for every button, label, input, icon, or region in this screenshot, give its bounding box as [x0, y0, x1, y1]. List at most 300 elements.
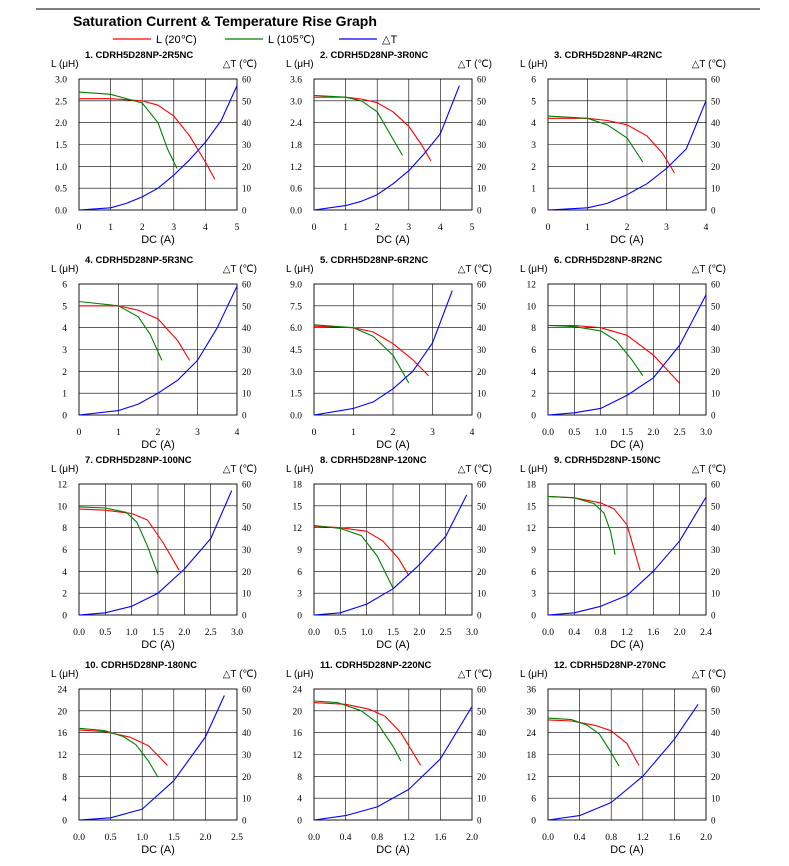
y-tick-label: 10 [57, 502, 67, 513]
y-tick-label: 3 [531, 141, 536, 151]
x-tick-label: 2.5 [204, 628, 217, 638]
y2-tick-label: 50 [242, 96, 251, 107]
x-tick-label: 1.0 [136, 833, 149, 843]
y-tick-label: 15 [292, 502, 302, 513]
x-tick-label: 1.5 [621, 428, 633, 438]
y2-tick-label: 50 [711, 706, 720, 717]
x-tick-label: 2.0 [413, 628, 426, 638]
x-tick-label: 2.0 [647, 428, 660, 438]
x-tick-label: 1.2 [621, 628, 633, 638]
y2-tick-label: 10 [711, 588, 720, 599]
x-tick-label: 2.4 [700, 628, 712, 638]
x-tick-label: 0.5 [99, 628, 112, 638]
series-line-2 [548, 718, 619, 766]
x-tick-label: 2.5 [231, 833, 243, 843]
x-tick-label: 2.5 [673, 428, 686, 438]
y2-tick-label: 50 [711, 501, 720, 512]
x-tick-label: 2 [374, 223, 380, 233]
y-tick-label: 4 [62, 567, 67, 578]
y2-axis-label: △T (℃) [457, 59, 492, 70]
series-line-1 [314, 526, 409, 576]
x-tick-label: 4 [469, 428, 475, 438]
y2-tick-label: 0 [477, 610, 482, 621]
y2-tick-label: 0 [242, 410, 247, 421]
chart-6 [520, 255, 726, 451]
x-tick-label: 1.2 [636, 833, 649, 843]
y2-tick-label: 20 [711, 566, 720, 577]
chart-title: 5. CDRH5D28NP-6R2NC [320, 255, 429, 266]
y-tick-label: 16 [292, 729, 302, 740]
x-axis-label: DC (A) [141, 639, 175, 651]
y2-axis-label: △T (℃) [457, 464, 492, 475]
y-tick-label: 3.6 [290, 75, 302, 86]
chart-title: 10. CDRH5D28NP-180NC [85, 660, 197, 671]
y-axis-label: L (μH) [520, 669, 548, 680]
y2-axis-label: △T (℃) [691, 669, 726, 680]
y2-tick-label: 20 [242, 566, 251, 577]
y2-tick-label: 10 [242, 793, 251, 804]
x-tick-label: 1 [116, 428, 121, 438]
x-tick-label: 4 [703, 223, 709, 233]
y2-axis-label: △T (℃) [457, 669, 492, 680]
y-tick-label: 1.5 [290, 389, 302, 400]
x-tick-label: 0.0 [308, 833, 320, 843]
y2-tick-label: 0 [242, 610, 247, 621]
x-tick-label: 1.6 [668, 833, 681, 843]
x-tick-label: 0 [311, 428, 317, 438]
y-tick-label: 4 [531, 367, 536, 378]
series-line-1 [314, 97, 431, 161]
y-axis-label: L (μH) [520, 264, 548, 275]
y-tick-label: 9.0 [290, 280, 302, 291]
x-tick-label: 2.0 [466, 833, 478, 843]
y-tick-label: 18 [292, 480, 302, 491]
y-tick-label: 6 [62, 546, 67, 556]
chart-2 [286, 50, 492, 246]
y-tick-label: 0 [62, 611, 67, 622]
y2-tick-label: 40 [242, 523, 251, 534]
y-tick-label: 0.0 [55, 206, 67, 217]
y2-tick-label: 40 [477, 523, 486, 534]
y2-tick-label: 60 [242, 74, 251, 85]
y-tick-label: 2.5 [55, 97, 67, 108]
x-axis-label: DC (A) [141, 234, 175, 246]
y2-tick-label: 60 [242, 479, 251, 490]
series-line-2 [79, 302, 162, 361]
y-tick-label: 36 [526, 685, 536, 696]
y2-tick-label: 60 [711, 74, 720, 85]
x-axis-label: DC (A) [610, 844, 644, 856]
y-tick-label: 5 [62, 302, 67, 313]
x-tick-label: 0.5 [104, 833, 117, 843]
y-tick-label: 0.0 [290, 206, 302, 217]
x-tick-label: 2.0 [673, 628, 686, 638]
x-tick-label: 1.2 [402, 833, 415, 843]
x-tick-label: 2.0 [178, 628, 191, 638]
series-line-3 [79, 491, 232, 615]
y2-tick-label: 40 [477, 118, 486, 129]
x-axis-label: DC (A) [610, 439, 644, 451]
y-tick-label: 0 [62, 411, 67, 422]
x-tick-label: 1.0 [360, 628, 373, 638]
y2-tick-label: 20 [242, 161, 251, 172]
y-tick-label: 2.0 [55, 119, 67, 130]
y-tick-label: 2 [62, 367, 67, 378]
y-tick-label: 1.2 [290, 162, 302, 173]
y2-tick-label: 50 [477, 301, 486, 312]
x-tick-label: 1 [343, 223, 348, 233]
y-tick-label: 0 [297, 611, 302, 622]
y2-tick-label: 30 [477, 545, 486, 555]
y2-tick-label: 10 [477, 183, 486, 194]
x-tick-label: 0 [311, 223, 317, 233]
y2-tick-label: 20 [477, 566, 486, 577]
x-tick-label: 5 [469, 223, 475, 233]
y2-tick-label: 50 [711, 96, 720, 107]
y2-tick-label: 40 [242, 728, 251, 739]
series-line-3 [314, 291, 452, 415]
chart-5 [286, 255, 492, 451]
y-tick-label: 5 [531, 97, 536, 108]
y2-tick-label: 0 [242, 815, 247, 826]
y-tick-label: 2 [531, 162, 536, 173]
x-tick-label: 0.0 [542, 628, 554, 638]
series-line-2 [314, 526, 393, 589]
series-line-1 [314, 326, 429, 376]
y-tick-label: 12 [292, 524, 302, 535]
y2-tick-label: 60 [477, 279, 486, 290]
series-line-2 [314, 701, 401, 761]
y-axis-label: L (μH) [51, 464, 79, 475]
y-tick-label: 16 [57, 729, 67, 740]
y2-tick-label: 40 [477, 323, 486, 334]
x-tick-label: 0.8 [594, 628, 607, 638]
y2-tick-label: 40 [711, 728, 720, 739]
y2-tick-label: 60 [242, 684, 251, 695]
x-tick-label: 2 [390, 428, 396, 438]
y2-tick-label: 50 [242, 706, 251, 717]
x-tick-label: 3 [406, 223, 412, 233]
y2-tick-label: 60 [711, 479, 720, 490]
y-tick-label: 12 [57, 480, 67, 491]
y-tick-label: 4 [297, 794, 302, 805]
y2-tick-label: 0 [477, 410, 482, 421]
x-tick-label: 5 [234, 223, 240, 233]
y-tick-label: 6 [531, 346, 536, 356]
y-tick-label: 6 [297, 567, 302, 578]
y2-tick-label: 40 [711, 118, 720, 129]
page-title: Saturation Current & Temperature Rise Graph [73, 13, 377, 29]
x-tick-label: 0.0 [542, 833, 554, 843]
y-tick-label: 2 [62, 589, 67, 600]
series-line-2 [314, 325, 409, 383]
x-axis-label: DC (A) [376, 639, 410, 651]
y2-tick-label: 0 [242, 205, 247, 216]
series-line-3 [314, 707, 472, 821]
y-tick-label: 24 [526, 729, 536, 740]
y2-tick-label: 10 [711, 183, 720, 194]
x-axis-label: DC (A) [610, 234, 644, 246]
x-tick-label: 1.5 [152, 628, 164, 638]
y2-tick-label: 20 [711, 161, 720, 172]
y-tick-label: 12 [526, 524, 536, 535]
chart-title: 11. CDRH5D28NP-220NC [320, 660, 432, 671]
y-tick-label: 4 [62, 324, 67, 335]
y-tick-label: 1 [62, 389, 67, 400]
chart-title: 9. CDRH5D28NP-150NC [554, 455, 661, 466]
chart-9 [520, 455, 726, 651]
x-tick-label: 0.8 [605, 833, 618, 843]
series-line-1 [548, 326, 680, 384]
x-tick-label: 3 [430, 428, 435, 438]
x-tick-label: 1.6 [434, 833, 447, 843]
y-tick-label: 0 [531, 611, 536, 622]
y2-tick-label: 60 [711, 279, 720, 290]
legend [113, 34, 397, 46]
x-tick-label: 2 [139, 223, 145, 233]
y-tick-label: 0 [531, 816, 536, 827]
charts [51, 50, 726, 856]
y2-axis-label: △T (℃) [222, 464, 257, 475]
y-tick-label: 9 [531, 546, 536, 556]
y2-axis-label: △T (℃) [691, 464, 726, 475]
y-tick-label: 1.8 [290, 141, 302, 151]
x-tick-label: 3 [195, 428, 200, 438]
x-tick-label: 0.0 [542, 428, 554, 438]
y2-tick-label: 30 [477, 750, 486, 760]
y-tick-label: 3.0 [290, 97, 302, 108]
chart-title: 7. CDRH5D28NP-100NC [85, 455, 192, 466]
series-line-1 [548, 496, 640, 570]
y2-tick-label: 60 [477, 74, 486, 85]
y-tick-label: 2.4 [290, 119, 302, 130]
y-tick-label: 1.5 [55, 141, 67, 151]
x-tick-label: 2.0 [199, 833, 212, 843]
y-tick-label: 0 [62, 816, 67, 827]
x-tick-label: 0.4 [339, 833, 352, 843]
legend-label-1: L (20℃) [156, 34, 197, 46]
legend-label-3: △T [382, 34, 398, 46]
y-axis-label: L (μH) [286, 669, 314, 680]
chart-title: 3. CDRH5D28NP-4R2NC [554, 50, 663, 61]
y-tick-label: 0.5 [55, 184, 67, 195]
x-tick-label: 1.6 [647, 628, 660, 638]
y2-tick-label: 10 [477, 588, 486, 599]
y2-tick-label: 20 [711, 366, 720, 377]
y-tick-label: 0.6 [290, 184, 302, 195]
series-line-3 [314, 86, 459, 210]
y-tick-label: 24 [292, 685, 302, 696]
chart-11 [286, 660, 492, 856]
y-tick-label: 6 [62, 280, 67, 291]
y-tick-label: 8 [62, 524, 67, 535]
series-line-1 [548, 118, 674, 173]
x-axis-label: DC (A) [141, 844, 175, 856]
y2-tick-label: 50 [242, 501, 251, 512]
y-tick-label: 20 [57, 707, 67, 718]
y2-tick-label: 0 [477, 205, 482, 216]
y2-tick-label: 50 [477, 96, 486, 107]
y2-tick-label: 0 [711, 410, 716, 421]
y2-tick-label: 10 [242, 183, 251, 194]
y-tick-label: 6 [531, 567, 536, 578]
y-axis-label: L (μH) [51, 264, 79, 275]
y-tick-label: 8 [297, 772, 302, 783]
x-axis-label: DC (A) [141, 439, 175, 451]
x-tick-label: 3 [664, 223, 669, 233]
x-tick-label: 0 [76, 223, 82, 233]
y2-tick-label: 10 [477, 793, 486, 804]
x-tick-label: 0.5 [334, 628, 347, 638]
x-tick-label: 0.5 [568, 428, 581, 438]
y-tick-label: 3 [531, 589, 536, 600]
chart-title: 6. CDRH5D28NP-8R2NC [554, 255, 663, 266]
y2-tick-label: 40 [711, 323, 720, 334]
series-line-2 [548, 116, 643, 162]
y2-tick-label: 30 [242, 545, 251, 555]
chart-title: 12. CDRH5D28NP-270NC [554, 660, 666, 671]
y2-axis-label: △T (℃) [222, 669, 257, 680]
y-tick-label: 0 [531, 206, 536, 217]
y-tick-label: 3.0 [55, 75, 67, 86]
y2-axis-label: △T (℃) [222, 59, 257, 70]
series-line-1 [548, 720, 639, 766]
x-tick-label: 4 [234, 428, 240, 438]
x-tick-label: 1 [351, 428, 356, 438]
x-tick-label: 0.0 [73, 628, 85, 638]
y-tick-label: 12 [57, 751, 67, 761]
series-line-3 [79, 696, 224, 821]
series-line-1 [314, 703, 421, 766]
chart-title: 4. CDRH5D28NP-5R3NC [85, 255, 194, 266]
chart-title: 8. CDRH5D28NP-120NC [320, 455, 427, 466]
series-line-3 [548, 704, 698, 820]
y-tick-label: 8 [62, 772, 67, 783]
chart-3 [520, 50, 726, 246]
x-tick-label: 3.0 [231, 628, 243, 638]
series-line-1 [79, 99, 215, 180]
y2-tick-label: 30 [242, 345, 251, 355]
y2-axis-label: △T (℃) [691, 264, 726, 275]
y2-tick-label: 20 [477, 366, 486, 377]
chart-1 [51, 50, 257, 246]
y-axis-label: L (μH) [51, 59, 79, 70]
y-axis-label: L (μH) [51, 669, 79, 680]
x-tick-label: 0 [545, 223, 551, 233]
series-line-2 [79, 92, 177, 168]
y-tick-label: 30 [526, 707, 536, 718]
y2-tick-label: 30 [242, 140, 251, 150]
x-tick-label: 0 [76, 428, 82, 438]
y2-axis-label: △T (℃) [457, 264, 492, 275]
y-tick-label: 18 [526, 480, 536, 491]
y2-tick-label: 30 [711, 545, 720, 555]
y2-tick-label: 50 [477, 706, 486, 717]
y2-tick-label: 10 [242, 588, 251, 599]
series-line-1 [79, 509, 179, 570]
y2-tick-label: 10 [477, 388, 486, 399]
chart-title: 1. CDRH5D28NP-2R5NC [85, 50, 194, 61]
y-tick-label: 4.5 [290, 346, 302, 356]
y-tick-label: 10 [526, 302, 536, 313]
y-tick-label: 1 [531, 184, 536, 195]
y-tick-label: 3 [62, 346, 67, 356]
y-axis-label: L (μH) [286, 59, 314, 70]
x-axis-label: DC (A) [376, 439, 410, 451]
legend-label-2: L (105℃) [268, 34, 315, 46]
x-tick-label: 1.5 [167, 833, 180, 843]
y2-tick-label: 20 [477, 771, 486, 782]
y2-tick-label: 30 [711, 140, 720, 150]
x-tick-label: 0.4 [573, 833, 586, 843]
x-tick-label: 1.0 [594, 428, 607, 438]
series-line-3 [314, 495, 467, 615]
x-tick-label: 3 [171, 223, 177, 233]
x-tick-label: 0.0 [308, 628, 320, 638]
y2-tick-label: 10 [711, 793, 720, 804]
y-tick-label: 24 [57, 685, 67, 696]
chart-title: 2. CDRH5D28NP-3R0NC [320, 50, 429, 61]
y2-tick-label: 20 [711, 771, 720, 782]
y2-axis-label: △T (℃) [222, 264, 257, 275]
y2-tick-label: 0 [711, 610, 716, 621]
y2-tick-label: 10 [242, 388, 251, 399]
y-axis-label: L (μH) [286, 264, 314, 275]
y2-tick-label: 60 [477, 684, 486, 695]
y2-tick-label: 30 [477, 140, 486, 150]
y-tick-label: 6 [531, 794, 536, 805]
x-tick-label: 4 [438, 223, 443, 233]
x-tick-label: 2.0 [700, 833, 712, 843]
y2-tick-label: 30 [711, 345, 720, 355]
x-tick-label: 3.0 [466, 628, 478, 638]
chart-4 [51, 255, 257, 451]
series-line-2 [314, 95, 403, 155]
y-axis-label: L (μH) [520, 464, 548, 475]
y-tick-label: 1.0 [55, 162, 67, 173]
chart-8 [286, 455, 492, 651]
y-tick-label: 15 [526, 502, 536, 513]
chart-7 [51, 455, 257, 651]
y2-tick-label: 30 [242, 750, 251, 760]
y2-tick-label: 40 [711, 523, 720, 534]
x-tick-label: 0.0 [73, 833, 85, 843]
y2-tick-label: 60 [477, 479, 486, 490]
y2-tick-label: 50 [477, 501, 486, 512]
x-tick-label: 2 [624, 223, 630, 233]
y-tick-label: 6 [531, 75, 536, 86]
x-tick-label: 1.0 [125, 628, 138, 638]
x-tick-label: 4 [203, 223, 208, 233]
y2-tick-label: 30 [711, 750, 720, 760]
series-line-2 [79, 507, 158, 575]
x-tick-label: 0.4 [568, 628, 581, 638]
y2-axis-label: △T (℃) [691, 59, 726, 70]
series-line-1 [79, 730, 168, 766]
y2-tick-label: 30 [477, 345, 486, 355]
series-line-3 [79, 86, 237, 210]
y-tick-label: 0.0 [290, 411, 302, 422]
y-tick-label: 18 [526, 751, 536, 761]
y2-tick-label: 50 [711, 301, 720, 312]
y-axis-label: L (μH) [286, 464, 314, 475]
y-tick-label: 20 [292, 707, 302, 718]
y2-tick-label: 20 [242, 366, 251, 377]
y2-tick-label: 0 [711, 815, 716, 826]
y2-tick-label: 40 [477, 728, 486, 739]
y-tick-label: 4 [62, 794, 67, 805]
x-tick-label: 0.8 [371, 833, 384, 843]
